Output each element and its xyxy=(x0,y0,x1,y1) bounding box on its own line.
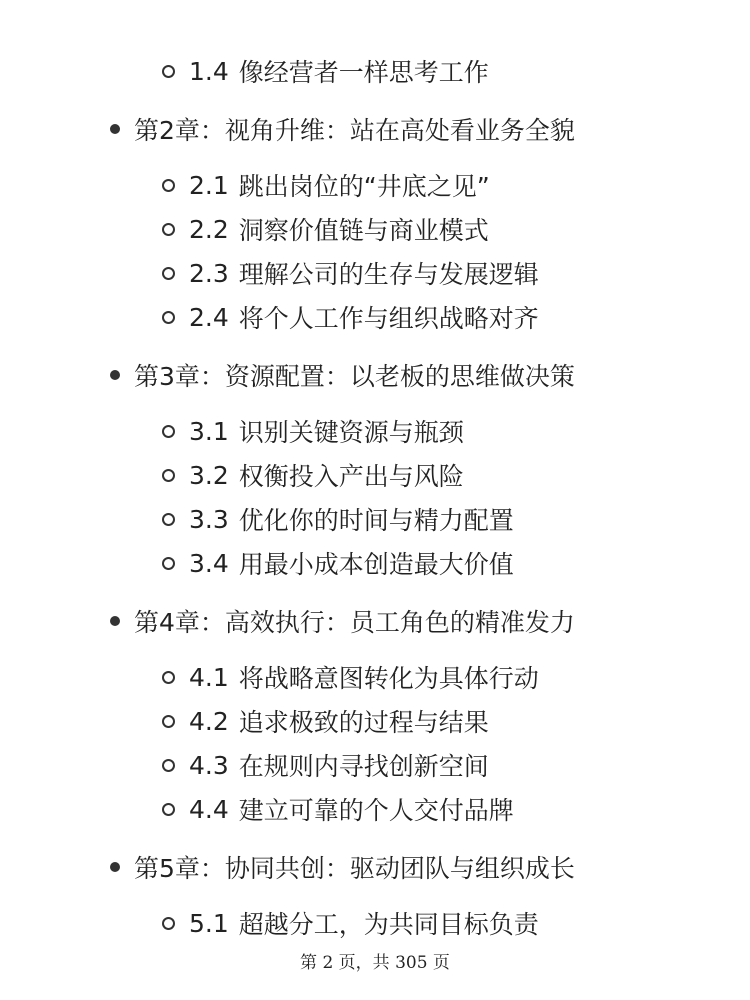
hollow-bullet-icon xyxy=(162,671,175,684)
section-number: 2.1 xyxy=(189,170,229,200)
hollow-bullet-icon xyxy=(162,557,175,570)
hollow-bullet-icon xyxy=(162,65,175,78)
solid-bullet-icon xyxy=(110,124,120,134)
toc-section-4-2[interactable] xyxy=(162,703,489,739)
hollow-bullet-icon xyxy=(162,759,175,772)
hollow-bullet-icon xyxy=(162,223,175,236)
toc-chapter-2[interactable] xyxy=(110,111,575,147)
toc-section-4-1[interactable] xyxy=(162,659,539,695)
toc-section-2-1[interactable] xyxy=(162,167,490,203)
section-title: 在规则内寻找创新空间 xyxy=(238,752,489,781)
page-footer: 第 2 页，共 305 页 xyxy=(300,953,450,973)
hollow-bullet-icon xyxy=(162,469,175,482)
toc-chapter-4[interactable] xyxy=(110,603,575,639)
toc-section-4-3[interactable] xyxy=(162,747,489,783)
toc-section-3-2[interactable] xyxy=(162,457,464,493)
chapter-title: 第4章：高效执行：员工角色的精准发力 xyxy=(134,608,575,637)
toc-section-3-3[interactable] xyxy=(162,501,514,537)
section-number: 5.1 xyxy=(189,908,229,938)
toc-section-2-4[interactable] xyxy=(162,299,539,335)
section-number: 2.3 xyxy=(189,258,229,288)
section-number: 4.4 xyxy=(189,794,229,824)
hollow-bullet-icon xyxy=(162,917,175,930)
section-title: 超越分工，为共同目标负责 xyxy=(238,910,539,939)
hollow-bullet-icon xyxy=(162,179,175,192)
chapter-title: 第3章：资源配置：以老板的思维做决策 xyxy=(134,362,575,391)
hollow-bullet-icon xyxy=(162,715,175,728)
section-number: 3.4 xyxy=(189,548,229,578)
hollow-bullet-icon xyxy=(162,425,175,438)
section-number: 3.3 xyxy=(189,504,229,534)
section-title: 用最小成本创造最大价值 xyxy=(238,550,514,579)
section-number: 2.2 xyxy=(189,214,229,244)
toc-section-1-4[interactable] xyxy=(162,53,489,89)
hollow-bullet-icon xyxy=(162,267,175,280)
section-title: 像经营者一样思考工作 xyxy=(238,58,489,87)
section-number: 3.1 xyxy=(189,416,229,446)
section-title: 将战略意图转化为具体行动 xyxy=(238,664,539,693)
solid-bullet-icon xyxy=(110,616,120,626)
toc-section-5-1[interactable] xyxy=(162,905,539,941)
solid-bullet-icon xyxy=(110,862,120,872)
section-title: 识别关键资源与瓶颈 xyxy=(238,418,464,447)
section-number: 1.4 xyxy=(189,56,229,86)
hollow-bullet-icon xyxy=(162,311,175,324)
toc-chapter-5[interactable] xyxy=(110,849,575,885)
section-title: 权衡投入产出与风险 xyxy=(238,462,464,491)
section-number: 3.2 xyxy=(189,460,229,490)
section-number: 2.4 xyxy=(189,302,229,332)
section-title: 追求极致的过程与结果 xyxy=(238,708,489,737)
chapter-title: 第2章：视角升维：站在高处看业务全貌 xyxy=(134,116,575,145)
toc-section-4-4[interactable] xyxy=(162,791,514,827)
section-title: 跳出岗位的“井底之见” xyxy=(238,172,490,201)
section-number: 4.1 xyxy=(189,662,229,692)
toc-section-2-3[interactable] xyxy=(162,255,539,291)
hollow-bullet-icon xyxy=(162,803,175,816)
section-title: 优化你的时间与精力配置 xyxy=(238,506,514,535)
section-title: 洞察价值链与商业模式 xyxy=(238,216,489,245)
section-title: 将个人工作与组织战略对齐 xyxy=(238,304,539,333)
section-number: 4.2 xyxy=(189,706,229,736)
toc-section-3-4[interactable] xyxy=(162,545,514,581)
toc-section-2-2[interactable] xyxy=(162,211,489,247)
section-title: 建立可靠的个人交付品牌 xyxy=(238,796,514,825)
section-title: 理解公司的生存与发展逻辑 xyxy=(238,260,539,289)
toc-section-3-1[interactable] xyxy=(162,413,464,449)
solid-bullet-icon xyxy=(110,370,120,380)
hollow-bullet-icon xyxy=(162,513,175,526)
section-number: 4.3 xyxy=(189,750,229,780)
chapter-title: 第5章：协同共创：驱动团队与组织成长 xyxy=(134,854,575,883)
toc-chapter-3[interactable] xyxy=(110,357,575,393)
